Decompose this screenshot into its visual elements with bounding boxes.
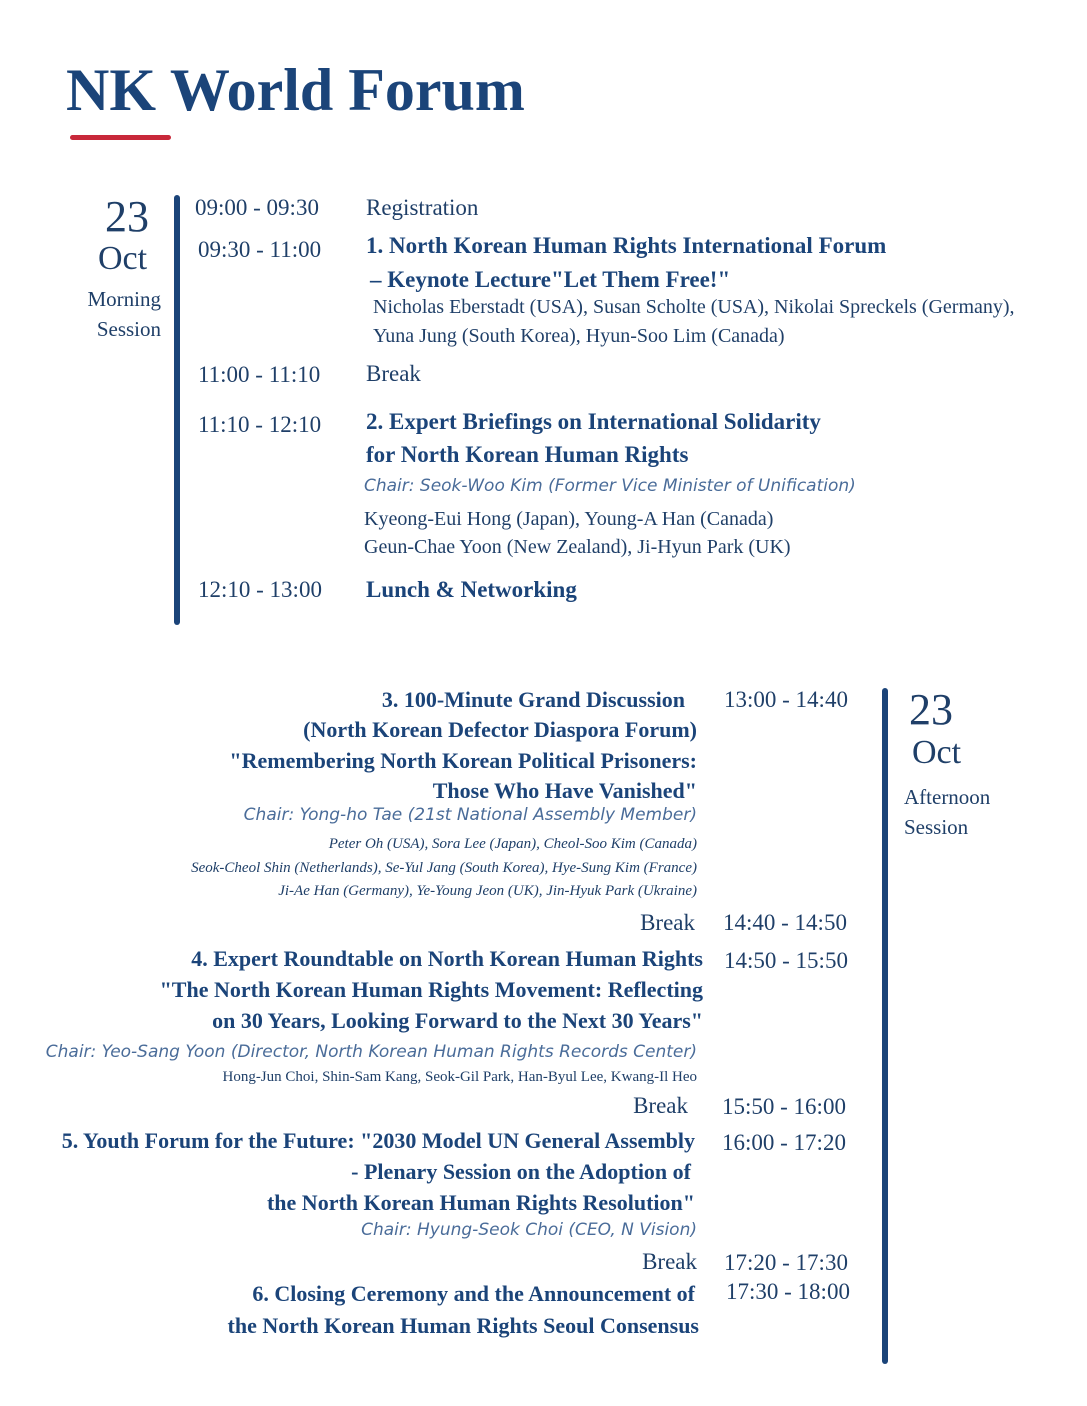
discussion3-title-line4: Those Who Have Vanished": [432, 778, 697, 803]
discussion3-time: 13:00 - 14:40: [724, 687, 848, 712]
break3-label: Break: [633, 1093, 688, 1118]
discussion3-panel-line2: Seok-Cheol Shin (Netherlands), Se-Yul Jang (South Korea), Hye-Sung Kim (France): [191, 860, 697, 876]
roundtable4-time: 14:50 - 15:50: [724, 948, 848, 973]
briefing2-title-line2: for North Korean Human Rights: [366, 442, 689, 467]
briefing2-time: 11:10 - 12:10: [198, 412, 322, 437]
break2-time: 14:40 - 14:50: [723, 910, 847, 935]
afternoon-divider: [882, 688, 888, 1364]
briefing2-speakers-line2: Geun-Chae Yoon (New Zealand), Ji-Hyun Park (UK): [364, 536, 791, 558]
discussion3-title-line2: (North Korean Defector Diaspora Forum): [303, 717, 697, 742]
roundtable4-panel: Hong-Jun Choi, Shin-Sam Kang, Seok-Gil Park, Han-Byul Lee, Kwang-Il Heo: [222, 1069, 697, 1085]
morning-month: Oct: [98, 240, 148, 277]
briefing2-title-line1: 2. Expert Briefings on International Solidarity: [366, 409, 821, 434]
break1-time: 11:00 - 11:10: [198, 362, 321, 387]
forum1-title-line1: 1. North Korean Human Rights International Forum: [366, 233, 887, 258]
break4-label: Break: [642, 1249, 697, 1274]
break4-time: 17:20 - 17:30: [724, 1250, 848, 1275]
roundtable4-chair: Chair: Yeo-Sang Yoon (Director, North Korean Human Rights Records Center): [45, 1042, 697, 1062]
registration-label: Registration: [366, 195, 479, 220]
morning-divider: [174, 195, 180, 625]
registration-time: 09:00 - 09:30: [195, 195, 319, 220]
morning-day: 23: [105, 192, 149, 241]
forum1-title-line2: – Keynote Lecture"Let Them Free!": [370, 267, 731, 292]
discussion3-panel-line1: Peter Oh (USA), Sora Lee (Japan), Cheol-Soo Kim (Canada): [328, 836, 697, 852]
youth5-title-line1: 5. Youth Forum for the Future: "2030 Model UN General Assembly: [61, 1128, 695, 1153]
break3-time: 15:50 - 16:00: [722, 1094, 846, 1119]
forum1-speakers-line1: Nicholas Eberstadt (USA), Susan Scholte (USA), Nikolai Spreckels (Germany),: [373, 296, 1015, 318]
roundtable4-title-line2: "The North Korean Human Rights Movement: Reflecting: [159, 977, 703, 1002]
youth5-title-line2: - Plenary Session on the Adoption of: [351, 1159, 691, 1184]
morning-session-label-2: Session: [96, 317, 161, 341]
roundtable4-title-line1: 4. Expert Roundtable on North Korean Human Rights: [191, 946, 703, 971]
discussion3-chair: Chair: Yong-ho Tae (21st National Assembly Member): [243, 805, 697, 825]
afternoon-day: 23: [909, 685, 953, 734]
briefing2-chair: Chair: Seok-Woo Kim (Former Vice Minister of Unification): [364, 476, 856, 496]
youth5-title-line3: the North Korean Human Rights Resolution": [266, 1190, 695, 1215]
briefing2-speakers-line1: Kyeong-Eui Hong (Japan), Young-A Han (Canada): [364, 508, 774, 530]
discussion3-title-line1: 3. 100-Minute Grand Discussion: [381, 687, 685, 712]
lunch-label: Lunch & Networking: [366, 577, 577, 602]
afternoon-month: Oct: [912, 734, 962, 771]
discussion3-panel-line3: Ji-Ae Han (Germany), Ye-Young Jeon (UK), Jin-Hyuk Park (Ukraine): [278, 883, 697, 899]
forum1-speakers-line2: Yuna Jung (South Korea), Hyun-Soo Lim (Canada): [373, 325, 785, 347]
break2-label: Break: [640, 910, 695, 935]
youth5-time: 16:00 - 17:20: [722, 1130, 846, 1155]
discussion3-title-line3: "Remembering North Korean Political Prisoners:: [229, 748, 697, 773]
forum1-time: 09:30 - 11:00: [198, 237, 322, 262]
closing6-title-line2: the North Korean Human Rights Seoul Consensus: [227, 1313, 699, 1338]
closing6-title-line1: 6. Closing Ceremony and the Announcement of: [252, 1281, 695, 1306]
roundtable4-title-line3: on 30 Years, Looking Forward to the Next 30 Years": [212, 1008, 703, 1033]
lunch-time: 12:10 - 13:00: [198, 577, 322, 602]
title-underline: [70, 135, 171, 140]
morning-session-label-1: Morning: [87, 287, 161, 311]
closing6-time: 17:30 - 18:00: [726, 1279, 850, 1304]
page-title: NK World Forum: [66, 57, 525, 123]
youth5-chair: Chair: Hyung-Seok Choi (CEO, N Vision): [361, 1220, 697, 1240]
break1-label: Break: [366, 361, 421, 386]
afternoon-session-label-2: Session: [904, 815, 969, 839]
afternoon-session-label-1: Afternoon: [904, 785, 991, 809]
